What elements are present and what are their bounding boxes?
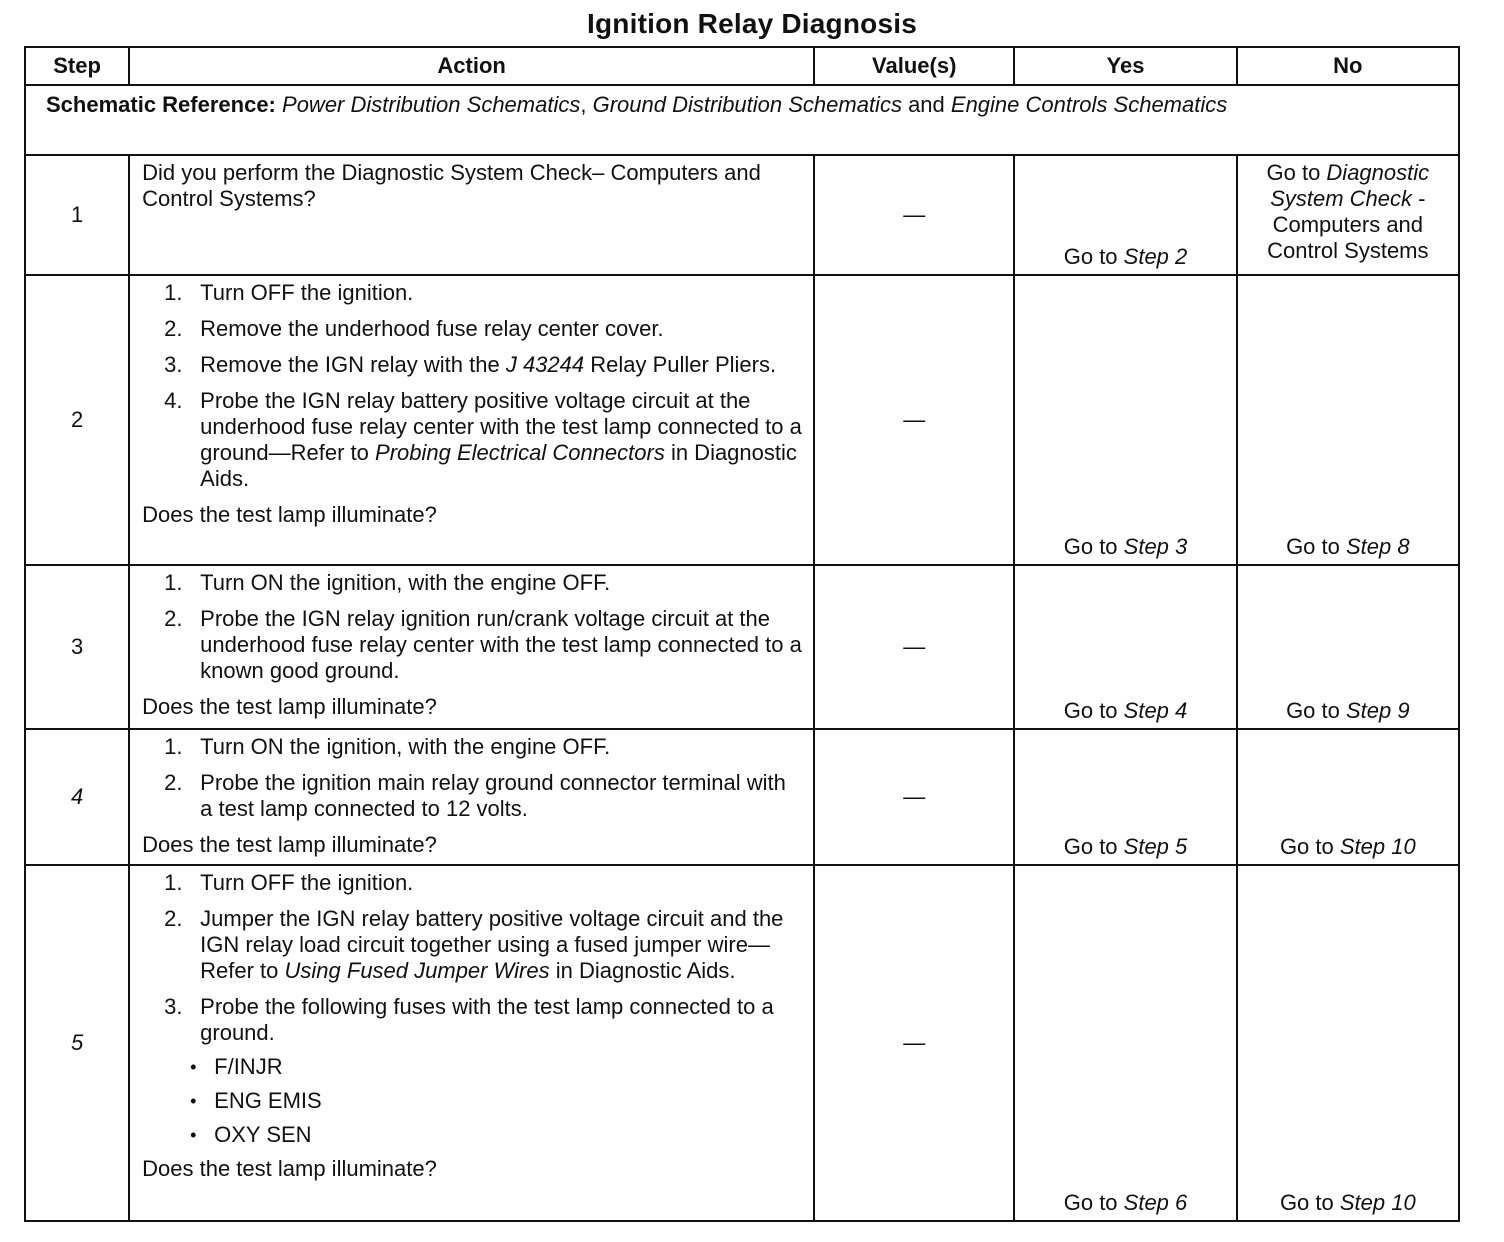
schematic-ref-engine[interactable]: Engine Controls Schematics xyxy=(950,92,1228,117)
value-cell: — xyxy=(814,729,1014,865)
header-row xyxy=(25,47,1459,85)
diagnosis-table xyxy=(24,46,1460,1222)
action-list xyxy=(142,870,803,1148)
action-list xyxy=(142,734,803,822)
list-item: 1. Turn ON the ignition, with the engine OFF. xyxy=(164,570,611,595)
goto-suffix: - Computers and Control Systems xyxy=(1267,186,1429,263)
list-item: 3. Remove the IGN relay with the J 43244 Relay Puller Pliers. xyxy=(164,352,777,377)
no-cell: Go to Step 9 xyxy=(1237,565,1459,729)
question-text: Did you perform the Diagnostic System Check– Computers and Control Systems? xyxy=(142,160,761,211)
schematic-sep: , xyxy=(580,92,593,117)
table-row xyxy=(25,155,1459,275)
header-no: No xyxy=(1237,47,1459,85)
list-item: 2. Remove the underhood fuse relay center cover. xyxy=(164,316,664,341)
goto-procedure-link[interactable]: Diagnostic System Check xyxy=(1270,160,1430,211)
header-action: Action xyxy=(129,47,814,85)
value-cell: — xyxy=(814,865,1014,1221)
list-item: 3. Probe the following fuses with the test lamp connected to a ground. • F/INJR • ENG EMIS • OXY SEN xyxy=(142,994,803,1148)
schematic-row xyxy=(25,85,1459,155)
goto-step-link[interactable]: Step 2 xyxy=(1123,244,1188,269)
goto-step-link[interactable]: Step 10 xyxy=(1339,834,1416,859)
list-item: 4. Probe the IGN relay battery positive voltage circuit at the underhood fuse relay center with the test lamp connected to a ground—Refer to Probing Electrical Connectors in Diagnostic Aids. xyxy=(164,388,802,491)
question-text: Does the test lamp illuminate? xyxy=(142,694,437,719)
schematic-label: Schematic Reference: xyxy=(46,92,276,117)
value-cell: — xyxy=(814,275,1014,565)
no-cell xyxy=(1237,155,1459,275)
fuse-item: • F/INJR xyxy=(178,1054,803,1080)
schematic-reference xyxy=(25,85,1459,155)
list-item: 2. Probe the ignition main relay ground connector terminal with a test lamp connected to 12 volts. xyxy=(164,770,786,821)
yes-cell: Go to Step 5 xyxy=(1014,729,1236,865)
action-cell xyxy=(129,565,814,729)
action-list xyxy=(142,280,803,492)
goto-step-link[interactable]: Step 6 xyxy=(1123,1190,1188,1215)
step-number: 2 xyxy=(25,275,129,565)
goto-step-link[interactable]: Step 3 xyxy=(1123,534,1188,559)
yes-cell xyxy=(1014,155,1236,275)
fuse-item: • ENG EMIS xyxy=(178,1088,803,1114)
list-item: 1. Turn OFF the ignition. xyxy=(164,870,414,895)
fuse-list xyxy=(178,1054,803,1148)
header-values: Value(s) xyxy=(814,47,1014,85)
schematic-sep: and xyxy=(901,92,951,117)
schematic-ref-power[interactable]: Power Distribution Schematics xyxy=(282,92,581,117)
header-step: Step xyxy=(25,47,129,85)
list-item: 1. Turn OFF the ignition. xyxy=(164,280,414,305)
action-cell xyxy=(129,729,814,865)
question-text: Does the test lamp illuminate? xyxy=(142,1156,437,1181)
goto-prefix: Go to xyxy=(1266,160,1327,185)
step-number: 4 xyxy=(25,729,129,865)
question-text: Does the test lamp illuminate? xyxy=(142,832,437,857)
action-cell xyxy=(129,865,814,1221)
table-row xyxy=(25,729,1459,865)
fuse-item: • OXY SEN xyxy=(178,1122,803,1148)
step-number: 5 xyxy=(25,865,129,1221)
no-cell: Go to Step 8 xyxy=(1237,275,1459,565)
action-cell xyxy=(129,155,814,275)
table-row xyxy=(25,865,1459,1221)
header-yes: Yes xyxy=(1014,47,1236,85)
action-list xyxy=(142,570,803,684)
page-title: Ignition Relay Diagnosis xyxy=(587,8,917,39)
goto-step-link[interactable]: Step 8 xyxy=(1345,534,1410,559)
goto-prefix: Go to xyxy=(1063,244,1124,269)
step-number: 1 xyxy=(25,155,129,275)
no-cell: Go to Step 10 xyxy=(1237,865,1459,1221)
procedure-link[interactable]: Using Fused Jumper Wires xyxy=(284,958,550,983)
goto-step-link[interactable]: Step 5 xyxy=(1123,834,1188,859)
yes-cell: Go to Step 6 xyxy=(1014,865,1236,1221)
question-text: Does the test lamp illuminate? xyxy=(142,502,437,527)
tool-ref: J 43244 xyxy=(505,352,585,377)
goto-step-link[interactable]: Step 10 xyxy=(1339,1190,1416,1215)
table-row xyxy=(25,275,1459,565)
value-cell: — xyxy=(814,565,1014,729)
no-cell: Go to Step 10 xyxy=(1237,729,1459,865)
schematic-ref-ground[interactable]: Ground Distribution Schematics xyxy=(592,92,902,117)
step-number: 3 xyxy=(25,565,129,729)
list-item: 1. Turn ON the ignition, with the engine OFF. xyxy=(164,734,611,759)
value-cell: — xyxy=(814,155,1014,275)
action-cell xyxy=(129,275,814,565)
procedure-link[interactable]: Probing Electrical Connectors xyxy=(375,440,665,465)
yes-cell: Go to Step 3 xyxy=(1014,275,1236,565)
goto-step-link[interactable]: Step 4 xyxy=(1123,698,1188,723)
list-item: 2. Jumper the IGN relay battery positive voltage circuit and the IGN relay load circuit together using a fused jumper wire—Refer to Using Fused Jumper Wires in Diagnostic Aids. xyxy=(164,906,784,983)
list-item: 2. Probe the IGN relay ignition run/crank voltage circuit at the underhood fuse relay center with the test lamp connected to a known good ground. xyxy=(164,606,802,683)
goto-step-link[interactable]: Step 9 xyxy=(1345,698,1410,723)
yes-cell: Go to Step 4 xyxy=(1014,565,1236,729)
table-row xyxy=(25,565,1459,729)
